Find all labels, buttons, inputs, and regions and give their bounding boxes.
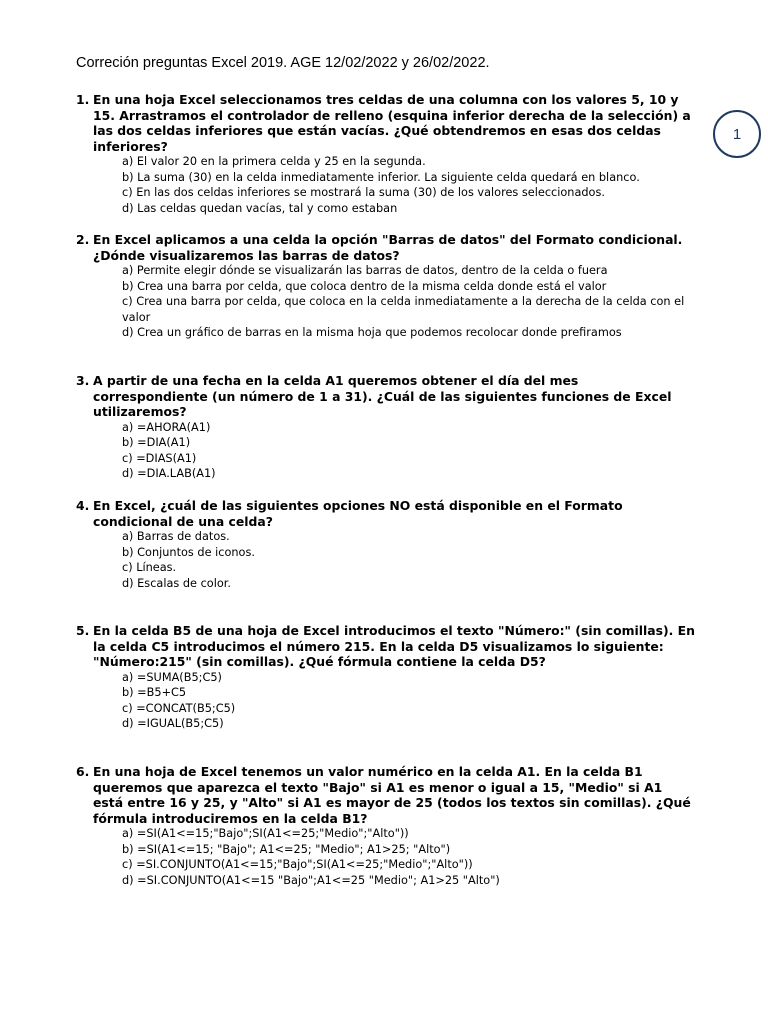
option-c: c) =DIAS(A1) — [122, 451, 197, 465]
option-a: a) =SUMA(B5;C5) — [122, 670, 222, 684]
question-number: 2. — [76, 232, 90, 247]
options-list — [122, 263, 696, 341]
options-list — [122, 420, 696, 482]
question-text: En Excel aplicamos a una celda la opción "Barras de datos" del Formato condicional. ¿Dónde visualizaremos las barras de datos? — [93, 232, 683, 263]
question-4 — [76, 498, 696, 591]
question-text: En una hoja Excel seleccionamos tres celdas de una columna con los valores 5, 10 y 15. Arrastramos el controlador de relleno (esquina inferior derecha de la selección) a las dos celdas inferiores que están vacías. ¿Qué obtendremos en esas dos celdas inferiores? — [93, 92, 691, 154]
option-c: c) Crea una barra por celda, que coloca en la celda inmediatamente a la derecha de la celda con el valor — [122, 295, 685, 324]
option-a: a) =SI(A1<=15;"Bajo";SI(A1<=25;"Medio";"Alto")) — [122, 827, 409, 840]
question-text: A partir de una fecha en la celda A1 queremos obtener el día del mes correspondiente (un número de 1 a 31). ¿Cuál de las siguientes funciones de Excel utilizaremos? — [93, 373, 672, 419]
option-b: b) =B5+C5 — [122, 686, 187, 699]
page-number: 1 — [732, 125, 742, 143]
question-1 — [76, 92, 696, 216]
option-b: b) Crea una barra por celda, que coloca dentro de la misma celda donde está el valor — [122, 279, 607, 293]
question-6 — [76, 764, 696, 888]
option-d: d) Las celdas quedan vacías, tal y como estaban — [122, 201, 398, 215]
document-title: Correción preguntas Excel 2019. AGE 12/02/2022 y 26/02/2022. — [76, 55, 490, 71]
option-d: d) Crea un gráfico de barras en la misma hoja que podemos recolocar donde prefiramos — [122, 326, 622, 339]
option-c: c) =CONCAT(B5;C5) — [122, 701, 236, 715]
question-number: 3. — [76, 373, 90, 388]
option-d: d) Escalas de color. — [122, 576, 231, 590]
option-b: b) =DIA(A1) — [122, 436, 191, 449]
option-c: c) Líneas. — [122, 561, 177, 574]
question-text: En la celda B5 de una hoja de Excel introducimos el texto "Número:" (sin comillas). En la celda C5 introducimos el número 215. En la celda D5 visualizamos lo siguiente: "Número:215" (sin comillas). ¿Qué fórmula contiene la celda D5? — [93, 623, 695, 669]
option-b: b) Conjuntos de iconos. — [122, 545, 255, 559]
question-3 — [76, 373, 696, 482]
question-number: 6. — [76, 764, 90, 779]
question-5 — [76, 623, 696, 732]
option-d: d) =SI.CONJUNTO(A1<=15 "Bajo";A1<=25 "Medio"; A1>25 "Alto") — [122, 873, 500, 887]
question-number: 4. — [76, 498, 90, 513]
option-d: d) =IGUAL(B5;C5) — [122, 717, 224, 730]
question-2 — [76, 232, 696, 341]
question-text: En Excel, ¿cuál de las siguientes opciones NO está disponible en el Formato condicional de una celda? — [93, 498, 623, 529]
option-b: b) =SI(A1<=15; "Bajo"; A1<=25; "Medio"; A1>25; "Alto") — [122, 842, 451, 856]
options-list — [122, 826, 696, 888]
option-c: c) En las dos celdas inferiores se mostrará la suma (30) de los valores seleccionados. — [122, 186, 605, 199]
option-a: a) El valor 20 en la primera celda y 25 en la segunda. — [122, 155, 426, 168]
option-a: a) Barras de datos. — [122, 530, 230, 543]
option-d: d) =DIA.LAB(A1) — [122, 467, 216, 480]
options-list — [122, 154, 696, 216]
question-number: 5. — [76, 623, 90, 638]
options-list — [122, 529, 696, 591]
option-a: a) Permite elegir dónde se visualizarán las barras de datos, dentro de la celda o fuera — [122, 264, 608, 277]
option-c: c) =SI.CONJUNTO(A1<=15;"Bajo";SI(A1<=25;"Medio";"Alto")) — [122, 858, 473, 871]
option-b: b) La suma (30) en la celda inmediatamente inferior. La siguiente celda quedará en blanco. — [122, 170, 640, 184]
options-list — [122, 670, 696, 732]
question-number: 1. — [76, 92, 90, 107]
page-number-badge — [713, 110, 761, 158]
option-a: a) =AHORA(A1) — [122, 420, 211, 434]
question-text: En una hoja de Excel tenemos un valor numérico en la celda A1. En la celda B1 queremos que aparezca el texto "Bajo" si A1 es menor o igual a 15, "Medio" si A1 está entre 16 y 25, y "Alto" si A1 es mayor de 25 (todos los textos sin comillas). ¿Qué fórmula introduciremos en la celda B1? — [93, 764, 691, 826]
